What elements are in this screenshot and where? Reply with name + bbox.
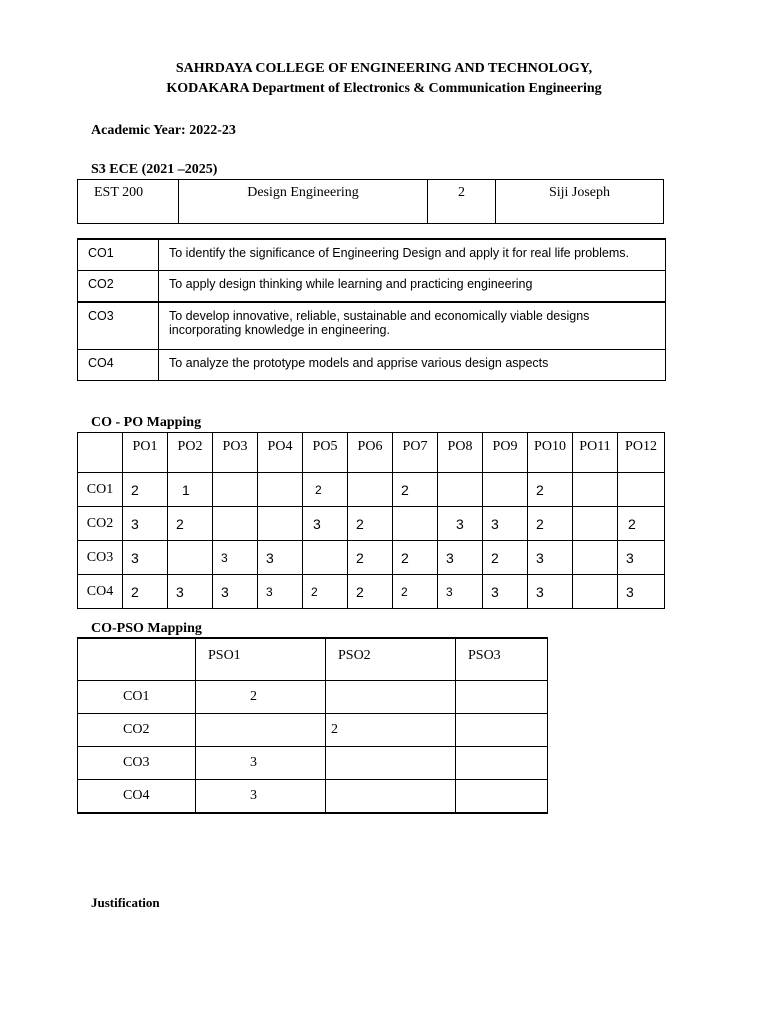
po-row	[78, 507, 665, 541]
po-cell: 3	[123, 541, 168, 575]
batch-label: S3 ECE (2021 –2025)	[91, 162, 218, 177]
po-cell: 3	[258, 575, 303, 609]
po-header-row	[78, 433, 665, 473]
po-row-label: CO4	[78, 575, 123, 609]
po-cell: 3	[438, 507, 483, 541]
po-cell	[168, 541, 213, 575]
pso-header-row	[78, 638, 548, 681]
po-row-label: CO1	[78, 473, 123, 507]
po-cell: 2	[168, 507, 213, 541]
pso-row	[78, 747, 548, 780]
po-cell: 2	[123, 575, 168, 609]
po-cell	[348, 473, 393, 507]
co-id: CO1	[78, 239, 159, 271]
po-row-label: CO3	[78, 541, 123, 575]
pso-cell: 3	[196, 747, 326, 780]
po-cell: 3	[483, 575, 528, 609]
po-cell: 2	[618, 507, 665, 541]
pso-row-label: CO3	[78, 747, 196, 780]
pso-row-label: CO2	[78, 714, 196, 747]
po-cell	[258, 473, 303, 507]
po-cell: 3	[618, 575, 665, 609]
academic-year: Academic Year: 2022-23	[91, 123, 236, 138]
pso-row	[78, 681, 548, 714]
pso-header: PSO2	[326, 638, 456, 681]
pso-header: PSO1	[196, 638, 326, 681]
pso-cell	[326, 780, 456, 814]
pso-cell	[456, 681, 548, 714]
co-pso-title: CO-PSO Mapping	[91, 621, 202, 636]
po-cell	[618, 473, 665, 507]
pso-cell	[326, 747, 456, 780]
pso-cell	[456, 747, 548, 780]
co-row	[78, 302, 666, 350]
po-cell: 2	[348, 541, 393, 575]
po-header: PO2	[168, 433, 213, 473]
pso-cell	[326, 681, 456, 714]
po-cell	[573, 541, 618, 575]
po-row	[78, 575, 665, 609]
po-cell: 1	[168, 473, 213, 507]
pso-header: PSO3	[456, 638, 548, 681]
po-cell: 2	[348, 507, 393, 541]
po-cell: 3	[213, 575, 258, 609]
po-header: PO3	[213, 433, 258, 473]
po-cell: 3	[618, 541, 665, 575]
po-header: PO12	[618, 433, 665, 473]
course-code: EST 200	[78, 180, 179, 224]
pso-cell	[456, 780, 548, 814]
po-cell: 2	[348, 575, 393, 609]
po-cell: 3	[123, 507, 168, 541]
po-cell	[573, 575, 618, 609]
po-header: PO8	[438, 433, 483, 473]
po-header-corner	[78, 433, 123, 473]
po-cell: 2	[393, 541, 438, 575]
co-pso-mapping-table	[77, 637, 548, 814]
po-cell	[573, 507, 618, 541]
po-cell: 3	[438, 575, 483, 609]
po-header: PO5	[303, 433, 348, 473]
co-text: To identify the significance of Engineering Design and apply it for real life problems.	[159, 239, 666, 271]
po-cell: 2	[528, 507, 573, 541]
po-row-label: CO2	[78, 507, 123, 541]
po-header: PO9	[483, 433, 528, 473]
co-row	[78, 350, 666, 381]
po-cell	[303, 541, 348, 575]
po-cell: 3	[528, 575, 573, 609]
po-cell: 3	[168, 575, 213, 609]
course-faculty: Siji Joseph	[496, 180, 664, 224]
pso-row-label: CO4	[78, 780, 196, 814]
co-id: CO3	[78, 302, 159, 350]
po-cell: 2	[303, 473, 348, 507]
po-cell: 2	[393, 473, 438, 507]
po-cell: 2	[483, 541, 528, 575]
pso-row-label: CO1	[78, 681, 196, 714]
po-row	[78, 473, 665, 507]
justification-heading: Justification	[91, 895, 160, 910]
co-row	[78, 239, 666, 271]
course-name: Design Engineering	[179, 180, 428, 224]
po-cell: 3	[258, 541, 303, 575]
course-credits: 2	[428, 180, 496, 224]
po-header: PO1	[123, 433, 168, 473]
co-text: To analyze the prototype models and apprise various design aspects	[159, 350, 666, 381]
pso-cell: 2	[326, 714, 456, 747]
co-text: To apply design thinking while learning and practicing engineering	[159, 271, 666, 303]
po-cell	[438, 473, 483, 507]
pso-header-corner	[78, 638, 196, 681]
pso-row	[78, 714, 548, 747]
college-name: SAHRDAYA COLLEGE OF ENGINEERING AND TECHNOLOGY,	[175, 61, 593, 76]
po-header: PO4	[258, 433, 303, 473]
po-cell: 3	[213, 541, 258, 575]
course-info-table	[77, 179, 664, 224]
po-cell: 3	[528, 541, 573, 575]
pso-cell	[456, 714, 548, 747]
pso-cell: 3	[196, 780, 326, 814]
po-cell	[483, 473, 528, 507]
po-header: PO6	[348, 433, 393, 473]
co-po-mapping-table	[77, 432, 665, 609]
po-cell: 2	[303, 575, 348, 609]
po-header: PO11	[573, 433, 618, 473]
co-id: CO4	[78, 350, 159, 381]
po-cell: 2	[393, 575, 438, 609]
po-cell: 2	[528, 473, 573, 507]
po-cell: 3	[303, 507, 348, 541]
department-name: KODAKARA Department of Electronics & Communication Engineering	[166, 81, 602, 96]
po-header: PO10	[528, 433, 573, 473]
po-header: PO7	[393, 433, 438, 473]
po-cell: 2	[123, 473, 168, 507]
pso-cell: 2	[196, 681, 326, 714]
po-cell	[213, 473, 258, 507]
co-row	[78, 271, 666, 303]
po-cell	[213, 507, 258, 541]
po-row	[78, 541, 665, 575]
co-po-title: CO - PO Mapping	[91, 415, 202, 430]
po-cell: 3	[438, 541, 483, 575]
po-cell	[393, 507, 438, 541]
pso-row	[78, 780, 548, 814]
course-outcomes-table	[77, 238, 666, 381]
pso-cell	[196, 714, 326, 747]
po-cell	[258, 507, 303, 541]
course-info-row	[78, 180, 664, 224]
po-cell	[573, 473, 618, 507]
co-text: To develop innovative, reliable, sustainable and economically viable designs incorporating knowledge in engineering.	[159, 302, 666, 350]
po-cell: 3	[483, 507, 528, 541]
co-id: CO2	[78, 271, 159, 303]
